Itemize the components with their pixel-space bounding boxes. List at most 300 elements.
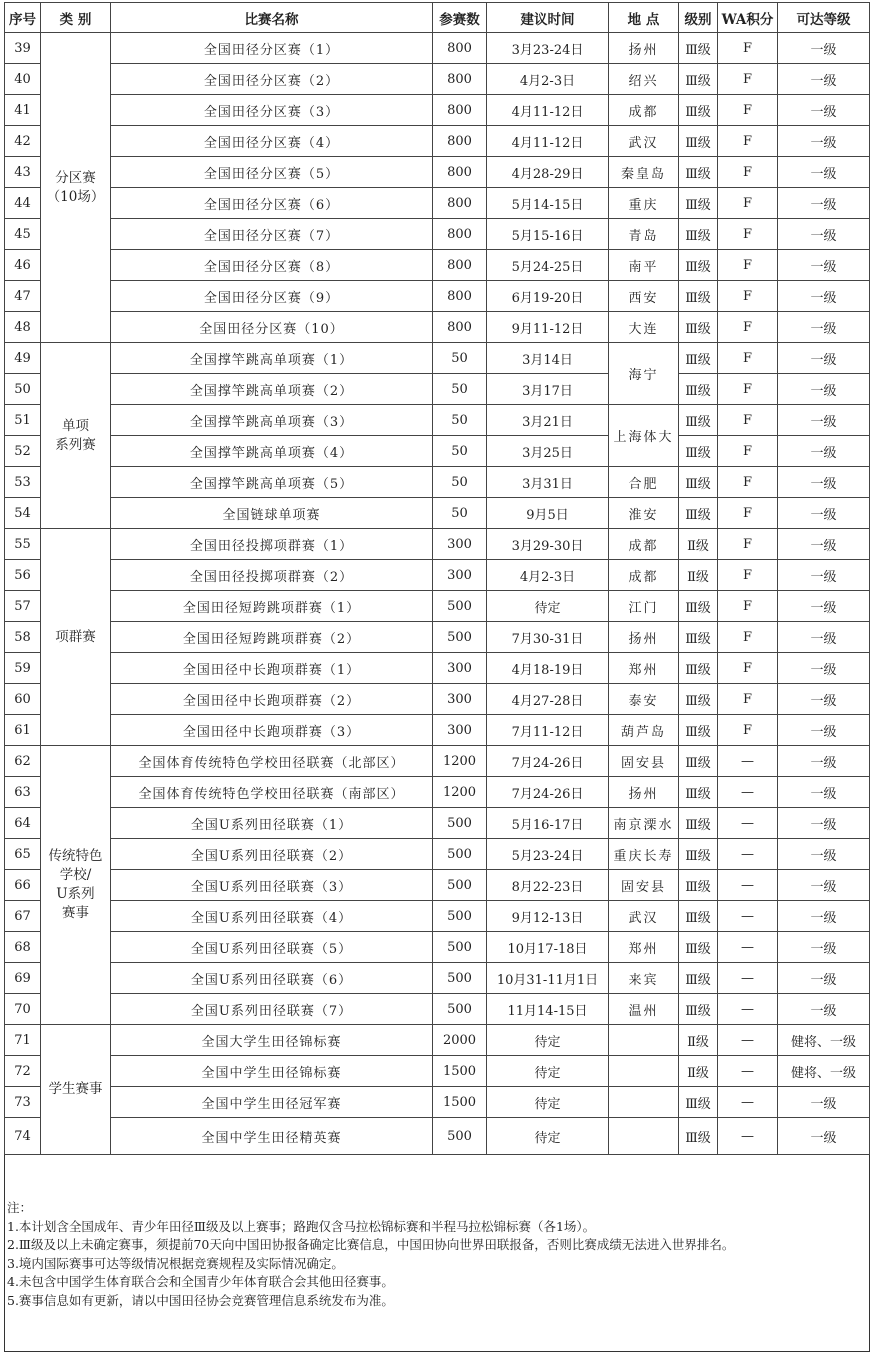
- competition-name-cell: 全国体育传统特色学校田径联赛（北部区）: [111, 746, 433, 777]
- table-row: [5, 436, 870, 467]
- entries-count-cell: 800: [433, 281, 487, 312]
- entries-count-cell: 500: [433, 901, 487, 932]
- header-cell: 参赛数: [433, 3, 487, 33]
- location-cell: 葫芦岛: [609, 715, 679, 746]
- table-row: [5, 219, 870, 250]
- note-line: 注：: [7, 1200, 33, 1215]
- location-cell: 海宁: [609, 343, 679, 405]
- suggested-date-cell: 4月2-3日: [487, 64, 609, 95]
- wa-points-cell: F: [718, 715, 778, 746]
- location-cell: [609, 1025, 679, 1056]
- wa-points-cell: —: [718, 963, 778, 994]
- suggested-date-cell: 待定: [487, 1056, 609, 1087]
- row-number-cell: 47: [5, 281, 41, 312]
- category-label-line: 赛事: [62, 905, 89, 921]
- wa-points-cell: F: [718, 498, 778, 529]
- row-number-cell: 65: [5, 839, 41, 870]
- level-cell: Ⅲ级: [679, 219, 718, 250]
- wa-points-cell: F: [718, 622, 778, 653]
- attainable-grade-cell: 一级: [778, 33, 870, 64]
- category-cell: [41, 529, 111, 746]
- suggested-date-cell: 9月5日: [487, 498, 609, 529]
- level-cell: Ⅲ级: [679, 498, 718, 529]
- category-label-line: 单项: [62, 417, 89, 434]
- competition-name-cell: 全国中学生田径冠军赛: [111, 1087, 433, 1118]
- attainable-grade-cell: 一级: [778, 343, 870, 374]
- attainable-grade-cell: 一级: [778, 250, 870, 281]
- competition-name-cell: 全国撑竿跳高单项赛（4）: [111, 436, 433, 467]
- competition-name-cell: 全国田径中长跑项群赛（3）: [111, 715, 433, 746]
- location-cell: 固安县: [609, 746, 679, 777]
- entries-count-cell: 500: [433, 622, 487, 653]
- wa-points-cell: F: [718, 436, 778, 467]
- row-number-cell: 42: [5, 126, 41, 157]
- entries-count-cell: 500: [433, 808, 487, 839]
- row-number-cell: 58: [5, 622, 41, 653]
- location-cell: 成都: [609, 560, 679, 591]
- table-row: [5, 777, 870, 808]
- location-cell: 大连: [609, 312, 679, 343]
- level-cell: Ⅲ级: [679, 64, 718, 95]
- header-cell: 可达等级: [778, 3, 870, 33]
- location-cell: 上海体大: [609, 405, 679, 467]
- level-cell: Ⅲ级: [679, 715, 718, 746]
- level-cell: Ⅲ级: [679, 33, 718, 64]
- attainable-grade-cell: 一级: [778, 808, 870, 839]
- attainable-grade-cell: 一级: [778, 436, 870, 467]
- row-number-cell: 48: [5, 312, 41, 343]
- level-cell: Ⅲ级: [679, 932, 718, 963]
- table-row: [5, 994, 870, 1025]
- entries-count-cell: 300: [433, 529, 487, 560]
- level-cell: Ⅲ级: [679, 312, 718, 343]
- row-number-cell: 53: [5, 467, 41, 498]
- row-number-cell: 69: [5, 963, 41, 994]
- row-number-cell: 49: [5, 343, 41, 374]
- location-cell: 西安: [609, 281, 679, 312]
- competition-name-cell: 全国U系列田径联赛（5）: [111, 932, 433, 963]
- wa-points-cell: F: [718, 467, 778, 498]
- category-label-line: U系列: [56, 886, 95, 902]
- suggested-date-cell: 5月14-15日: [487, 188, 609, 219]
- entries-count-cell: 800: [433, 64, 487, 95]
- table-row: [5, 653, 870, 684]
- table-row: [5, 622, 870, 653]
- attainable-grade-cell: 一级: [778, 405, 870, 436]
- attainable-grade-cell: 一级: [778, 994, 870, 1025]
- wa-points-cell: —: [718, 777, 778, 808]
- header-cell: 比赛名称: [111, 3, 433, 33]
- note-line: 1.本计划含全国成年、青少年田径Ⅲ级及以上赛事；路跑仅含马拉松锦标赛和半程马拉松锦标赛（各1场）。: [7, 1218, 596, 1234]
- wa-points-cell: F: [718, 684, 778, 715]
- level-cell: Ⅱ级: [679, 529, 718, 560]
- wa-points-cell: F: [718, 95, 778, 126]
- row-number-cell: 73: [5, 1087, 41, 1118]
- location-cell: 南平: [609, 250, 679, 281]
- attainable-grade-cell: 一级: [778, 870, 870, 901]
- competition-name-cell: 全国大学生田径锦标赛: [111, 1025, 433, 1056]
- table-row: [5, 33, 870, 64]
- suggested-date-cell: 4月11-12日: [487, 126, 609, 157]
- table-row: [5, 1025, 870, 1056]
- level-cell: Ⅲ级: [679, 870, 718, 901]
- wa-points-cell: F: [718, 33, 778, 64]
- wa-points-cell: F: [718, 312, 778, 343]
- wa-points-cell: —: [718, 1056, 778, 1087]
- entries-count-cell: 500: [433, 870, 487, 901]
- table-row: [5, 374, 870, 405]
- wa-points-cell: F: [718, 560, 778, 591]
- row-number-cell: 52: [5, 436, 41, 467]
- table-row: [5, 808, 870, 839]
- row-number-cell: 70: [5, 994, 41, 1025]
- suggested-date-cell: 5月23-24日: [487, 839, 609, 870]
- suggested-date-cell: 3月17日: [487, 374, 609, 405]
- location-cell: 武汉: [609, 901, 679, 932]
- attainable-grade-cell: 一级: [778, 715, 870, 746]
- location-cell: 重庆长寿: [609, 839, 679, 870]
- attainable-grade-cell: 一级: [778, 560, 870, 591]
- entries-count-cell: 50: [433, 436, 487, 467]
- wa-points-cell: F: [718, 653, 778, 684]
- row-number-cell: 51: [5, 405, 41, 436]
- location-cell: 温州: [609, 994, 679, 1025]
- wa-points-cell: F: [718, 64, 778, 95]
- category-cell: [41, 746, 111, 1025]
- row-number-cell: 62: [5, 746, 41, 777]
- level-cell: Ⅲ级: [679, 1118, 718, 1155]
- row-number-cell: 40: [5, 64, 41, 95]
- row-number-cell: 71: [5, 1025, 41, 1056]
- attainable-grade-cell: 一级: [778, 312, 870, 343]
- level-cell: Ⅲ级: [679, 126, 718, 157]
- entries-count-cell: 500: [433, 932, 487, 963]
- location-cell: [609, 1118, 679, 1155]
- competition-name-cell: 全国田径短跨跳项群赛（1）: [111, 591, 433, 622]
- row-number-cell: 57: [5, 591, 41, 622]
- competition-name-cell: 全国撑竿跳高单项赛（5）: [111, 467, 433, 498]
- suggested-date-cell: 3月21日: [487, 405, 609, 436]
- entries-count-cell: 500: [433, 839, 487, 870]
- table-row: [5, 157, 870, 188]
- attainable-grade-cell: 一级: [778, 126, 870, 157]
- entries-count-cell: 1500: [433, 1087, 487, 1118]
- row-number-cell: 67: [5, 901, 41, 932]
- suggested-date-cell: 9月11-12日: [487, 312, 609, 343]
- competition-schedule-sheet: [4, 2, 870, 1352]
- location-cell: 合肥: [609, 467, 679, 498]
- suggested-date-cell: 3月25日: [487, 436, 609, 467]
- header-cell: 建议时间: [487, 3, 609, 33]
- row-number-cell: 63: [5, 777, 41, 808]
- table-row: [5, 1118, 870, 1155]
- wa-points-cell: F: [718, 591, 778, 622]
- entries-count-cell: 1200: [433, 746, 487, 777]
- level-cell: Ⅲ级: [679, 839, 718, 870]
- competition-name-cell: 全国撑竿跳高单项赛（1）: [111, 343, 433, 374]
- location-cell: 固安县: [609, 870, 679, 901]
- wa-points-cell: F: [718, 281, 778, 312]
- location-cell: 扬州: [609, 777, 679, 808]
- entries-count-cell: 300: [433, 560, 487, 591]
- wa-points-cell: F: [718, 250, 778, 281]
- suggested-date-cell: 5月16-17日: [487, 808, 609, 839]
- suggested-date-cell: 7月30-31日: [487, 622, 609, 653]
- category-label-line: （10场）: [46, 188, 105, 205]
- attainable-grade-cell: 一级: [778, 374, 870, 405]
- row-number-cell: 55: [5, 529, 41, 560]
- entries-count-cell: 800: [433, 312, 487, 343]
- location-cell: 郑州: [609, 653, 679, 684]
- table-row: [5, 684, 870, 715]
- attainable-grade-cell: 一级: [778, 777, 870, 808]
- attainable-grade-cell: 一级: [778, 1118, 870, 1155]
- row-number-cell: 43: [5, 157, 41, 188]
- entries-count-cell: 500: [433, 963, 487, 994]
- attainable-grade-cell: 一级: [778, 529, 870, 560]
- suggested-date-cell: 4月11-12日: [487, 95, 609, 126]
- header-cell: 级别: [679, 3, 718, 33]
- entries-count-cell: 800: [433, 219, 487, 250]
- row-number-cell: 50: [5, 374, 41, 405]
- location-cell: 来宾: [609, 963, 679, 994]
- wa-points-cell: —: [718, 839, 778, 870]
- level-cell: Ⅱ级: [679, 560, 718, 591]
- header-cell: 地 点: [609, 3, 679, 33]
- entries-count-cell: 800: [433, 250, 487, 281]
- header-cell: 类 别: [41, 3, 111, 33]
- competition-name-cell: 全国田径分区赛（8）: [111, 250, 433, 281]
- entries-count-cell: 50: [433, 374, 487, 405]
- row-number-cell: 56: [5, 560, 41, 591]
- row-number-cell: 59: [5, 653, 41, 684]
- competition-name-cell: 全国撑竿跳高单项赛（3）: [111, 405, 433, 436]
- table-row: [5, 343, 870, 374]
- suggested-date-cell: 10月17-18日: [487, 932, 609, 963]
- table-row: [5, 1056, 870, 1087]
- wa-points-cell: —: [718, 1087, 778, 1118]
- competition-name-cell: 全国田径投掷项群赛（1）: [111, 529, 433, 560]
- table-row: [5, 312, 870, 343]
- wa-points-cell: F: [718, 343, 778, 374]
- location-cell: 南京溧水: [609, 808, 679, 839]
- level-cell: Ⅲ级: [679, 684, 718, 715]
- level-cell: Ⅲ级: [679, 405, 718, 436]
- suggested-date-cell: 9月12-13日: [487, 901, 609, 932]
- location-cell: 武汉: [609, 126, 679, 157]
- row-number-cell: 45: [5, 219, 41, 250]
- level-cell: Ⅱ级: [679, 1056, 718, 1087]
- suggested-date-cell: 待定: [487, 1087, 609, 1118]
- level-cell: Ⅲ级: [679, 436, 718, 467]
- level-cell: Ⅲ级: [679, 808, 718, 839]
- level-cell: Ⅲ级: [679, 622, 718, 653]
- table-row: [5, 126, 870, 157]
- location-cell: 泰安: [609, 684, 679, 715]
- table-row: [5, 281, 870, 312]
- competition-name-cell: 全国田径分区赛（6）: [111, 188, 433, 219]
- table-row: [5, 715, 870, 746]
- table-row: [5, 746, 870, 777]
- category-cell: [41, 1025, 111, 1155]
- competition-name-cell: 全国田径分区赛（7）: [111, 219, 433, 250]
- table-row: [5, 901, 870, 932]
- competition-name-cell: 全国田径分区赛（2）: [111, 64, 433, 95]
- suggested-date-cell: 5月15-16日: [487, 219, 609, 250]
- attainable-grade-cell: 一级: [778, 622, 870, 653]
- category-cell: [41, 33, 111, 343]
- level-cell: Ⅲ级: [679, 746, 718, 777]
- wa-points-cell: F: [718, 219, 778, 250]
- table-row: [5, 591, 870, 622]
- competition-name-cell: 全国中学生田径锦标赛: [111, 1056, 433, 1087]
- level-cell: Ⅲ级: [679, 777, 718, 808]
- level-cell: Ⅲ级: [679, 963, 718, 994]
- entries-count-cell: 1200: [433, 777, 487, 808]
- attainable-grade-cell: 一级: [778, 64, 870, 95]
- table-row: [5, 498, 870, 529]
- category-cell: [41, 343, 111, 529]
- suggested-date-cell: 3月14日: [487, 343, 609, 374]
- header-cell: 序号: [5, 3, 41, 33]
- category-label-line: 分区赛: [55, 169, 96, 186]
- attainable-grade-cell: 一级: [778, 591, 870, 622]
- competition-name-cell: 全国田径中长跑项群赛（2）: [111, 684, 433, 715]
- level-cell: Ⅲ级: [679, 1087, 718, 1118]
- attainable-grade-cell: 一级: [778, 1087, 870, 1118]
- suggested-date-cell: 7月24-26日: [487, 746, 609, 777]
- header-row: [5, 3, 870, 33]
- level-cell: Ⅲ级: [679, 994, 718, 1025]
- level-cell: Ⅲ级: [679, 95, 718, 126]
- competition-name-cell: 全国中学生田径精英赛: [111, 1118, 433, 1155]
- competition-name-cell: 全国田径分区赛（1）: [111, 33, 433, 64]
- row-number-cell: 39: [5, 33, 41, 64]
- suggested-date-cell: 4月27-28日: [487, 684, 609, 715]
- location-cell: 扬州: [609, 622, 679, 653]
- entries-count-cell: 300: [433, 684, 487, 715]
- table-row: [5, 963, 870, 994]
- competition-name-cell: 全国田径中长跑项群赛（1）: [111, 653, 433, 684]
- competition-name-cell: 全国田径分区赛（9）: [111, 281, 433, 312]
- table-row: [5, 64, 870, 95]
- location-cell: 成都: [609, 529, 679, 560]
- wa-points-cell: —: [718, 746, 778, 777]
- location-cell: 江门: [609, 591, 679, 622]
- category-label-line: 项群赛: [55, 628, 96, 645]
- competition-name-cell: 全国体育传统特色学校田径联赛（南部区）: [111, 777, 433, 808]
- entries-count-cell: 800: [433, 95, 487, 126]
- row-number-cell: 41: [5, 95, 41, 126]
- level-cell: Ⅲ级: [679, 281, 718, 312]
- location-cell: 青岛: [609, 219, 679, 250]
- entries-count-cell: 2000: [433, 1025, 487, 1056]
- competition-name-cell: 全国U系列田径联赛（6）: [111, 963, 433, 994]
- attainable-grade-cell: 健将、一级: [778, 1025, 870, 1056]
- wa-points-cell: —: [718, 1025, 778, 1056]
- wa-points-cell: —: [718, 1118, 778, 1155]
- competition-name-cell: 全国田径分区赛（4）: [111, 126, 433, 157]
- table-row: [5, 839, 870, 870]
- wa-points-cell: F: [718, 374, 778, 405]
- competition-name-cell: 全国链球单项赛: [111, 498, 433, 529]
- table-row: [5, 250, 870, 281]
- attainable-grade-cell: 一级: [778, 839, 870, 870]
- row-number-cell: 61: [5, 715, 41, 746]
- suggested-date-cell: 7月11-12日: [487, 715, 609, 746]
- suggested-date-cell: 4月28-29日: [487, 157, 609, 188]
- entries-count-cell: 300: [433, 715, 487, 746]
- category-label-line: 学校/: [59, 867, 92, 883]
- entries-count-cell: 800: [433, 126, 487, 157]
- wa-points-cell: —: [718, 808, 778, 839]
- attainable-grade-cell: 一级: [778, 188, 870, 219]
- level-cell: Ⅲ级: [679, 591, 718, 622]
- wa-points-cell: —: [718, 901, 778, 932]
- attainable-grade-cell: 一级: [778, 684, 870, 715]
- entries-count-cell: 800: [433, 33, 487, 64]
- row-number-cell: 46: [5, 250, 41, 281]
- suggested-date-cell: 3月31日: [487, 467, 609, 498]
- row-number-cell: 60: [5, 684, 41, 715]
- category-label-line: 系列赛: [55, 436, 96, 453]
- entries-count-cell: 500: [433, 591, 487, 622]
- note-line: 2.Ⅲ级及以上未确定赛事，须提前70天向中国田协报备确定比赛信息，中国田协向世界田联报备，否则比赛成绩无法进入世界排名。: [7, 1237, 735, 1252]
- note-line: 4.未包含中国学生体育联合会和全国青少年体育联合会其他田径赛事。: [7, 1274, 394, 1289]
- table-row: [5, 932, 870, 963]
- wa-points-cell: —: [718, 994, 778, 1025]
- suggested-date-cell: 待定: [487, 1118, 609, 1155]
- suggested-date-cell: 8月22-23日: [487, 870, 609, 901]
- attainable-grade-cell: 一级: [778, 963, 870, 994]
- suggested-date-cell: 4月18-19日: [487, 653, 609, 684]
- suggested-date-cell: 11月14-15日: [487, 994, 609, 1025]
- level-cell: Ⅲ级: [679, 250, 718, 281]
- wa-points-cell: —: [718, 932, 778, 963]
- table-row: [5, 188, 870, 219]
- entries-count-cell: 1500: [433, 1056, 487, 1087]
- attainable-grade-cell: 一级: [778, 653, 870, 684]
- location-cell: 绍兴: [609, 64, 679, 95]
- competition-name-cell: 全国田径短跨跳项群赛（2）: [111, 622, 433, 653]
- level-cell: Ⅲ级: [679, 343, 718, 374]
- table-row: [5, 405, 870, 436]
- suggested-date-cell: 待定: [487, 1025, 609, 1056]
- category-label-line: 学生赛事: [48, 1081, 103, 1097]
- category-label-line: 传统特色: [48, 848, 103, 864]
- attainable-grade-cell: 一级: [778, 498, 870, 529]
- location-cell: [609, 1056, 679, 1087]
- row-number-cell: 74: [5, 1118, 41, 1155]
- wa-points-cell: F: [718, 188, 778, 219]
- footnotes: [7, 1199, 867, 1310]
- table-row: [5, 467, 870, 498]
- competition-name-cell: 全国田径分区赛（5）: [111, 157, 433, 188]
- wa-points-cell: F: [718, 529, 778, 560]
- competition-name-cell: 全国U系列田径联赛（1）: [111, 808, 433, 839]
- header-cell: WA积分: [718, 3, 778, 33]
- wa-points-cell: F: [718, 157, 778, 188]
- level-cell: Ⅲ级: [679, 901, 718, 932]
- entries-count-cell: 800: [433, 157, 487, 188]
- note-line: 3.境内国际赛事可达等级情况根据竞赛规程及实际情况确定。: [7, 1255, 344, 1271]
- level-cell: Ⅲ级: [679, 374, 718, 405]
- competition-name-cell: 全国U系列田径联赛（3）: [111, 870, 433, 901]
- attainable-grade-cell: 一级: [778, 219, 870, 250]
- suggested-date-cell: 3月23-24日: [487, 33, 609, 64]
- wa-points-cell: F: [718, 405, 778, 436]
- suggested-date-cell: 3月29-30日: [487, 529, 609, 560]
